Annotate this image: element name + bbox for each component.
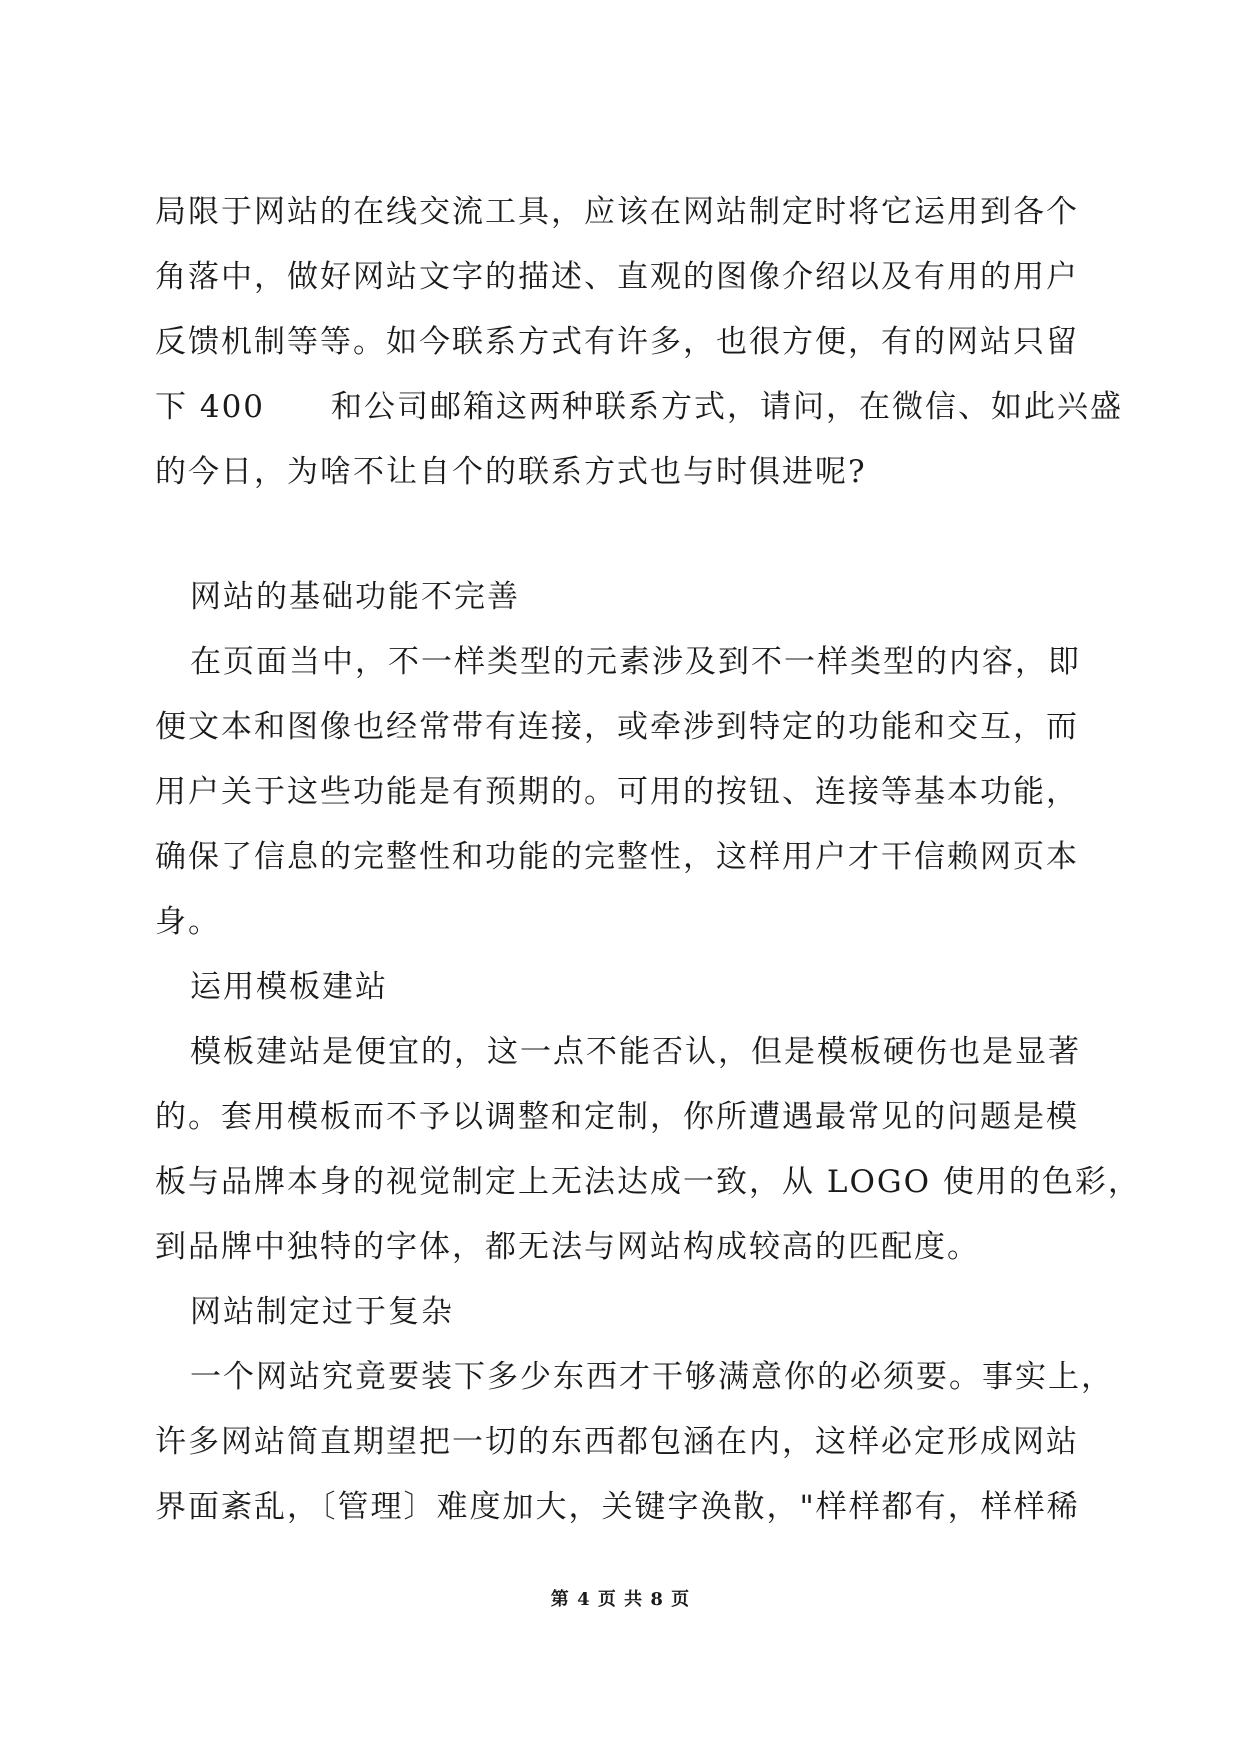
body-line: 角落中，做好网站文字的描述、直观的图像介绍以及有用的用户 — [155, 259, 1079, 295]
body-line: 许多网站简直期望把一切的东西都包涵在内，这样必定形成网站 — [155, 1424, 1079, 1460]
body-line: 模板建站是便宜的，这一点不能否认，但是模板硬伤也是显著 — [190, 1034, 1081, 1070]
body-line: 到品牌中独特的字体，都无法与网站构成较高的匹配度。 — [155, 1229, 980, 1265]
body-line: 一个网站究竟要装下多少东西才干够满意你的必须要。事实上， — [190, 1359, 1114, 1395]
body-line: 用户关于这些功能是有预期的。可用的按钮、连接等基本功能， — [155, 774, 1079, 810]
section-heading: 运用模板建站 — [190, 969, 388, 1005]
body-line: 便文本和图像也经常带有连接，或牵涉到特定的功能和交互，而 — [155, 709, 1079, 745]
section-heading: 网站的基础功能不完善 — [190, 579, 520, 615]
body-line: 反馈机制等等。如今联系方式有许多，也很方便，有的网站只留 — [155, 324, 1079, 360]
body-line: 在页面当中，不一样类型的元素涉及到不一样类型的内容，即 — [190, 644, 1081, 680]
body-line: 局限于网站的在线交流工具，应该在网站制定时将它运用到各个 — [155, 194, 1079, 230]
section-heading: 网站制定过于复杂 — [190, 1294, 454, 1330]
body-line: 的今日，为啥不让自个的联系方式也与时俱进呢? — [155, 454, 867, 490]
body-line: 的。套用模板而不予以调整和定制，你所遭遇最常见的问题是模 — [155, 1099, 1079, 1135]
body-line: 界面紊乱，〔管理〕难度加大，关键字涣散，"样样都有，样样稀 — [155, 1489, 1080, 1525]
body-line: 下 400 和公司邮箱这两种联系方式，请问，在微信、如此兴盛 — [155, 389, 1124, 425]
body-line: 板与品牌本身的视觉制定上无法达成一致，从 LOGO 使用的色彩， — [155, 1164, 1141, 1200]
body-line: 身。 — [155, 904, 221, 940]
page-footer: 第 4 页 共 8 页 — [550, 1589, 691, 1610]
body-line: 确保了信息的完整性和功能的完整性，这样用户才干信赖网页本 — [155, 839, 1079, 875]
